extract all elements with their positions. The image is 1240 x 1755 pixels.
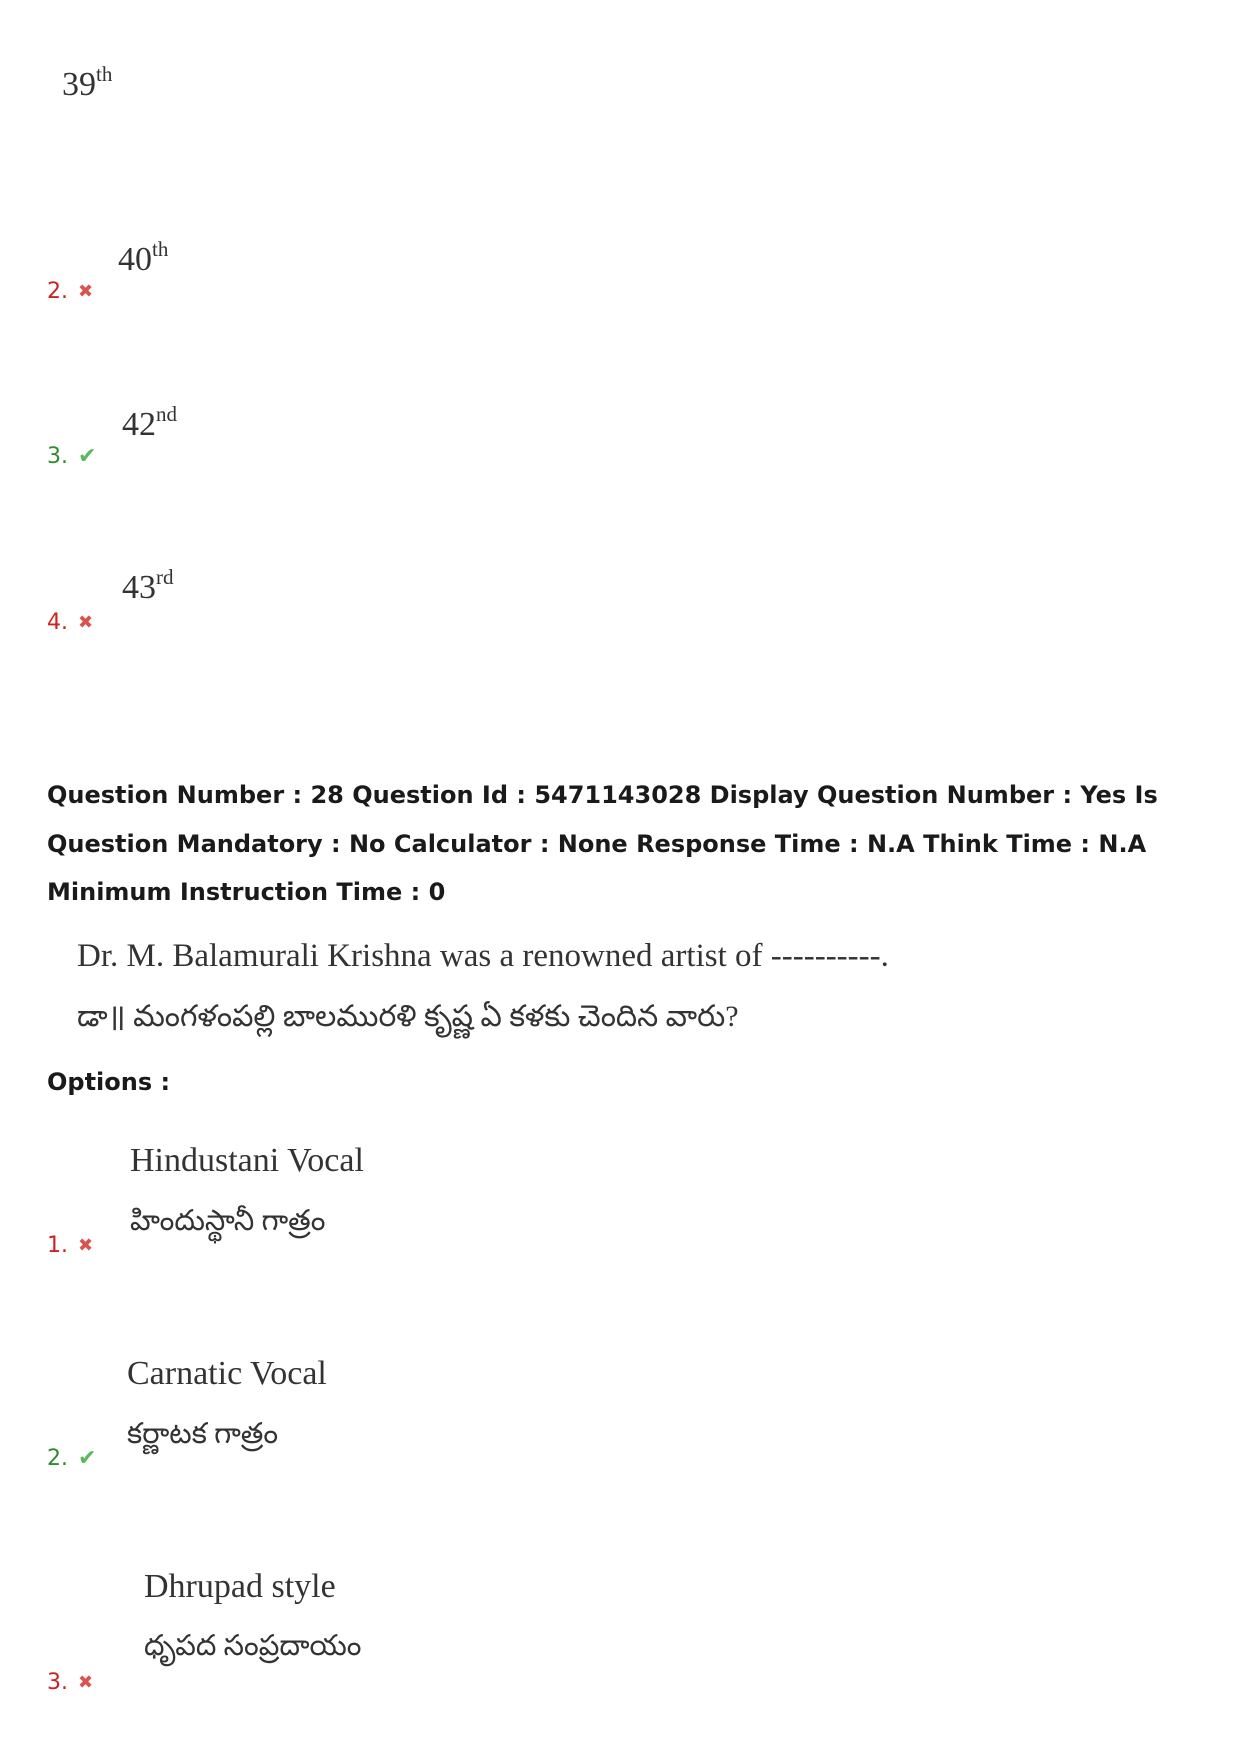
option-2-text-english: Carnatic Vocal <box>127 1355 327 1392</box>
option-3-number: 3. <box>47 1670 68 1695</box>
option-1-text-english: Hindustani Vocal <box>130 1142 364 1179</box>
option-1-label <box>47 1233 93 1258</box>
prev-option-4-content <box>122 565 174 607</box>
prev-option-3-suffix: nd <box>156 402 177 426</box>
correct-icon: ✔ <box>78 1446 97 1471</box>
wrong-icon: ✖ <box>78 281 94 302</box>
prev-option-3-content <box>122 402 177 444</box>
prev-option-2-suffix: th <box>152 237 169 261</box>
prev-option-2-content <box>118 237 168 279</box>
option-3-text-telugu: ధృపద సంప్రదాయం <box>144 1630 362 1662</box>
prev-option-4-number: 4. <box>47 610 68 635</box>
prev-option-3-base: 42 <box>122 406 156 443</box>
option-1-text-telugu: హిందుస్థానీ గాత్రం <box>130 1205 326 1237</box>
prev-option-4-base: 43 <box>122 569 156 606</box>
option-2-text-telugu: కర్ణాటక గాత్రం <box>127 1418 279 1450</box>
prev-option-3-label <box>47 444 96 469</box>
question-text-english: Dr. M. Balamurali Krishna was a renowned artist of ----------. <box>77 938 889 974</box>
option-2-label <box>47 1446 96 1471</box>
prev-option-3-number: 3. <box>47 444 68 469</box>
question-text-telugu: డా॥ మంగళంపల్లి బాలమురళి కృష్ణ ఏ కళకు చెందిన వారు? <box>77 1000 739 1033</box>
option-3-text-english: Dhrupad style <box>144 1568 336 1605</box>
prev-option-4-suffix: rd <box>156 565 174 589</box>
prev-option-1-base: 39 <box>62 66 96 103</box>
option-1-number: 1. <box>47 1233 68 1258</box>
wrong-icon: ✖ <box>78 1672 94 1693</box>
prev-option-1-suffix: th <box>96 62 113 86</box>
prev-option-1-content <box>62 62 112 104</box>
wrong-icon: ✖ <box>78 612 94 633</box>
prev-option-4-label <box>47 610 93 635</box>
prev-option-2-number: 2. <box>47 279 68 304</box>
prev-option-2-base: 40 <box>118 241 152 278</box>
prev-option-2-label <box>47 279 93 304</box>
option-2-number: 2. <box>47 1446 68 1471</box>
option-3-label <box>47 1670 93 1695</box>
wrong-icon: ✖ <box>78 1235 94 1256</box>
question-meta: Question Number : 28 Question Id : 5471143028 Display Question Number : Yes Is Question Mandatory : No Calculator : None Response Time : N.A Think Time : N.A Minimum Instruction Time : 0 <box>47 781 1158 906</box>
correct-icon: ✔ <box>78 444 97 469</box>
options-heading: Options : <box>47 1068 171 1096</box>
